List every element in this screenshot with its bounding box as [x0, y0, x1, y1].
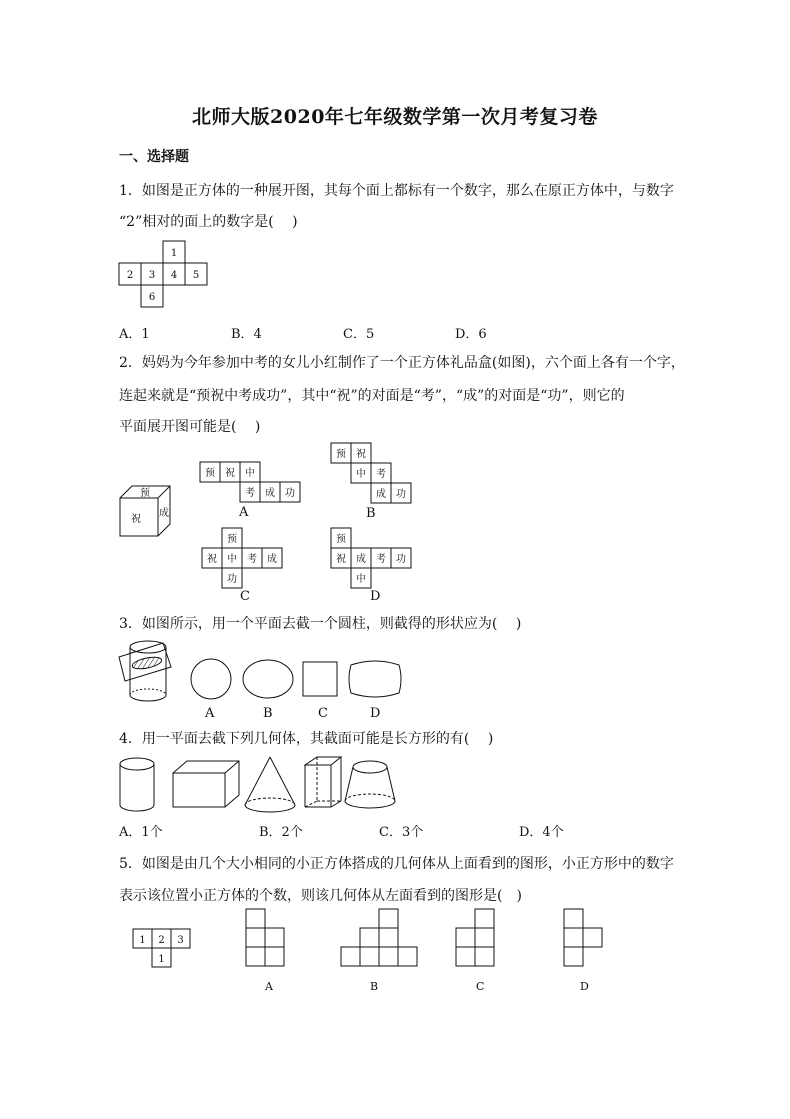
- cone-solid: [245, 757, 295, 812]
- q5-line2: 表示该位置小正方体的个数，则该几何体从左面看到的图形是( ): [119, 888, 522, 904]
- svg-text:3: 3: [177, 935, 184, 946]
- q5-label-a: A: [265, 980, 273, 993]
- q5-option-a-view: [245, 908, 289, 968]
- svg-text:祝: 祝: [207, 554, 217, 565]
- svg-text:功: 功: [396, 554, 406, 565]
- page-title: 北师大版2020年七年级数学第一次月考复习卷: [192, 106, 598, 128]
- q2-gift-cube: [118, 484, 174, 540]
- cuboid-solid: [173, 761, 239, 807]
- cube-side-char: 成: [159, 508, 169, 519]
- svg-text:考: 考: [376, 469, 386, 480]
- prism-solid: [305, 757, 341, 807]
- q3-label-d: D: [370, 706, 381, 721]
- option-curved-rect: [349, 661, 401, 697]
- q1-cube-net: [118, 240, 210, 308]
- net-cell: 4: [170, 270, 178, 281]
- section-heading: 一、选择题: [119, 149, 189, 165]
- svg-text:中: 中: [356, 574, 366, 585]
- q2-label-b: B: [366, 506, 376, 521]
- q1-line1: 1．如图是正方体的一种展开图，其每个面上都标有一个数字，那么在原正方体中，与数字: [119, 183, 674, 199]
- cylinder-cut-figure: [119, 641, 171, 701]
- svg-text:考: 考: [376, 554, 386, 565]
- q1-option-b: B．4: [231, 327, 262, 342]
- q5-label-b: B: [370, 980, 379, 993]
- q5-option-c-view: [455, 908, 499, 968]
- net-cell: 1: [170, 248, 178, 259]
- q5-top-view: [132, 928, 194, 970]
- q1-line2: “2”相对的面上的数字是( ): [119, 214, 298, 230]
- svg-text:考: 考: [245, 488, 255, 499]
- q3-figures: [115, 637, 415, 703]
- q1-option-d: D．6: [455, 327, 487, 342]
- option-ellipse: [243, 660, 293, 698]
- option-circle: [191, 659, 231, 699]
- q4-option-b: B．2个: [259, 825, 303, 840]
- cube-top-char: 预: [140, 488, 150, 499]
- q4-solids: [115, 755, 400, 817]
- svg-text:预: 预: [227, 534, 237, 545]
- cylinder-solid: [120, 758, 154, 811]
- q5-line1: 5．如图是由几个大小相同的小正方体搭成的几何体从上面看到的图形，小正方形中的数字: [119, 856, 674, 872]
- q2-net-b: [330, 442, 412, 504]
- svg-text:1: 1: [139, 935, 146, 946]
- q4-line1: 4．用一平面去截下列几何体，其截面可能是长方形的有( ): [119, 731, 494, 747]
- net-cell: 5: [192, 270, 200, 281]
- net-cell: 3: [148, 270, 156, 281]
- cube-front-char: 祝: [131, 514, 141, 525]
- q2-line2: 连起来就是“预祝中考成功”，其中“祝”的对面是“考”，“成”的对面是“功”，则它的: [119, 388, 625, 404]
- q5-label-d: D: [580, 980, 589, 993]
- q2-net-d: [330, 527, 412, 589]
- svg-text:2: 2: [158, 935, 165, 946]
- svg-text:预: 预: [336, 449, 346, 460]
- q4-option-d: D．4个: [519, 825, 564, 840]
- q1-option-a: A．1: [119, 327, 150, 342]
- q3-label-c: C: [318, 706, 328, 721]
- net-cell: 2: [126, 270, 134, 281]
- q2-net-a: [199, 461, 301, 503]
- svg-text:1: 1: [158, 954, 165, 965]
- q5-option-d-view: [563, 908, 607, 968]
- frustum-solid: [345, 761, 395, 808]
- svg-text:成: 成: [265, 488, 275, 499]
- svg-text:祝: 祝: [336, 554, 346, 565]
- q5-option-b-view: [340, 908, 422, 968]
- q3-label-b: B: [263, 706, 273, 721]
- svg-text:预: 预: [205, 468, 215, 479]
- q2-line3: 平面展开图可能是( ): [119, 419, 261, 435]
- svg-text:考: 考: [247, 554, 257, 565]
- svg-text:成: 成: [376, 489, 386, 500]
- svg-text:成: 成: [267, 554, 277, 565]
- svg-text:功: 功: [285, 488, 295, 499]
- q1-option-c: C．5: [343, 327, 375, 342]
- q5-label-c: C: [476, 980, 485, 993]
- q2-net-c: [201, 527, 283, 589]
- svg-text:中: 中: [227, 554, 237, 565]
- svg-text:中: 中: [356, 469, 366, 480]
- option-square: [303, 662, 337, 696]
- q2-line1: 2．妈妈为今年参加中考的女儿小红制作了一个正方体礼品盒(如图)，六个面上各有一个字，: [119, 355, 685, 371]
- q2-label-d: D: [370, 589, 381, 604]
- svg-text:成: 成: [356, 554, 366, 565]
- q3-line1: 3．如图所示，用一个平面去截一个圆柱，则截得的形状应为( ): [119, 616, 522, 632]
- svg-text:祝: 祝: [356, 449, 366, 460]
- svg-text:功: 功: [396, 489, 406, 500]
- q2-label-c: C: [240, 589, 250, 604]
- svg-text:祝: 祝: [225, 468, 235, 479]
- svg-text:功: 功: [227, 574, 237, 585]
- q4-option-a: A．1个: [119, 825, 163, 840]
- net-cell: 6: [148, 292, 156, 303]
- svg-text:中: 中: [245, 468, 255, 479]
- q3-label-a: A: [205, 706, 215, 721]
- q4-option-c: C．3个: [379, 825, 424, 840]
- q2-label-a: A: [239, 505, 249, 520]
- svg-text:预: 预: [336, 534, 346, 545]
